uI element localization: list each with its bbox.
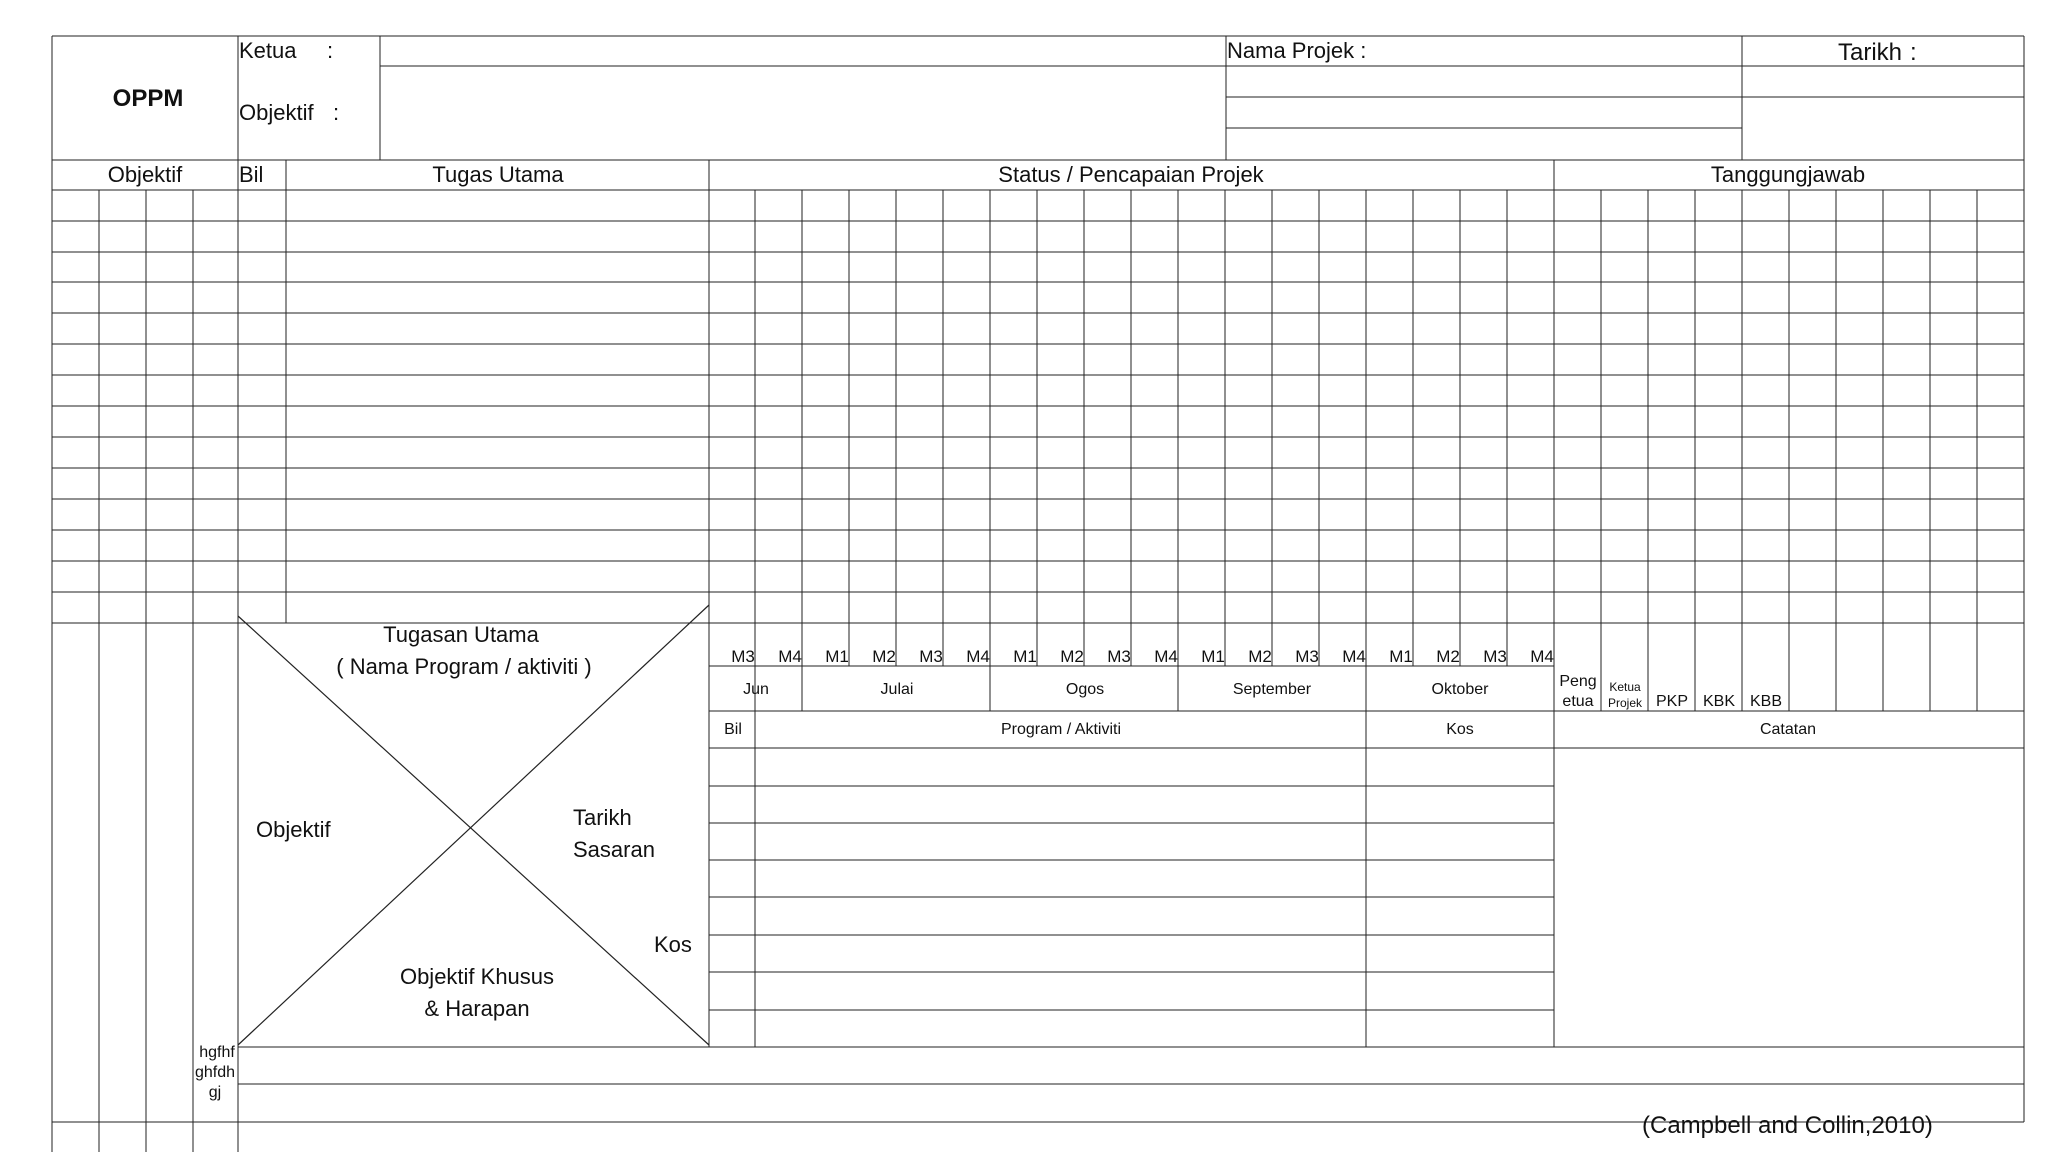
tarikh-label: Tarikh bbox=[1838, 39, 1903, 66]
month-september: September bbox=[1232, 681, 1312, 698]
matrix-bottom-line1: Objektif Khusus bbox=[399, 964, 555, 989]
matrix-left-label: Objektif bbox=[256, 817, 331, 842]
citation: (Campbell and Collin,2010) bbox=[1642, 1112, 1933, 1139]
objektif-label: Objektif bbox=[239, 100, 314, 125]
week-label: M2 bbox=[1436, 647, 1460, 666]
week-label: M3 bbox=[919, 647, 943, 666]
side-note-line3: gj bbox=[208, 1084, 222, 1101]
col-header-bil: Bil bbox=[239, 162, 264, 187]
week-label: M3 bbox=[1483, 647, 1507, 666]
week-label: M2 bbox=[1060, 647, 1084, 666]
program-header-bil: Bil bbox=[724, 721, 742, 738]
week-label: M2 bbox=[872, 647, 896, 666]
role-pengetua-line2: etua bbox=[1562, 693, 1594, 710]
col-header-tugas-utama: Tugas Utama bbox=[432, 162, 564, 187]
col-header-objektif: Objektif bbox=[107, 162, 183, 187]
program-header-program: Program / Aktiviti bbox=[1000, 721, 1122, 738]
role-pengetua-line1: Peng bbox=[1559, 673, 1597, 690]
week-label: M4 bbox=[778, 647, 802, 666]
matrix-right-line1: Tarikh bbox=[573, 805, 632, 830]
week-label: M3 bbox=[731, 647, 755, 666]
role-kbk: KBK bbox=[1702, 693, 1736, 710]
month-ogos: Ogos bbox=[1065, 681, 1105, 698]
month-jun: Jun bbox=[743, 681, 769, 698]
role-ketua-projek-line1: Ketua bbox=[1609, 680, 1641, 694]
tarikh-colon: : bbox=[1910, 39, 1917, 66]
month-julai: Julai bbox=[880, 681, 914, 698]
matrix-top-line2: ( Nama Program / aktiviti ) bbox=[336, 654, 592, 679]
side-note-line2: ghfdh bbox=[194, 1064, 236, 1081]
program-header-kos: Kos bbox=[1446, 721, 1474, 738]
grid-lines bbox=[52, 36, 2024, 1152]
role-ketua-projek-line2: Projek bbox=[1607, 696, 1643, 710]
side-note-line1: hgfhf bbox=[199, 1044, 235, 1061]
oppm-logo: OPPM bbox=[112, 85, 184, 112]
week-label: M3 bbox=[1107, 647, 1131, 666]
col-header-status: Status / Pencapaian Projek bbox=[998, 162, 1264, 187]
objektif-colon: : bbox=[333, 100, 340, 125]
week-label: M4 bbox=[1342, 647, 1366, 666]
month-oktober: Oktober bbox=[1431, 681, 1489, 698]
role-kbb: KBB bbox=[1749, 693, 1783, 710]
week-label: M4 bbox=[1154, 647, 1178, 666]
week-label: M2 bbox=[1248, 647, 1272, 666]
week-label: M4 bbox=[966, 647, 990, 666]
ketua-label: Ketua bbox=[239, 38, 297, 63]
matrix-top-line1: Tugasan Utama bbox=[383, 622, 539, 647]
matrix-bottom-line2: & Harapan bbox=[424, 996, 530, 1021]
role-pkp: PKP bbox=[1655, 693, 1689, 710]
nama-projek-label: Nama Projek : bbox=[1227, 38, 1367, 63]
matrix-kos-label: Kos bbox=[654, 932, 692, 957]
week-label: M1 bbox=[1389, 647, 1413, 666]
week-label: M1 bbox=[1201, 647, 1225, 666]
week-label: M1 bbox=[825, 647, 849, 666]
week-labels bbox=[731, 647, 1554, 666]
week-label: M1 bbox=[1013, 647, 1037, 666]
week-label: M3 bbox=[1295, 647, 1319, 666]
ketua-colon: : bbox=[327, 38, 334, 63]
col-header-tanggungjawab: Tanggungjawab bbox=[1710, 162, 1866, 187]
matrix-right-line2: Sasaran bbox=[573, 837, 655, 862]
week-label: M4 bbox=[1530, 647, 1554, 666]
program-header-catatan: Catatan bbox=[1759, 721, 1817, 738]
